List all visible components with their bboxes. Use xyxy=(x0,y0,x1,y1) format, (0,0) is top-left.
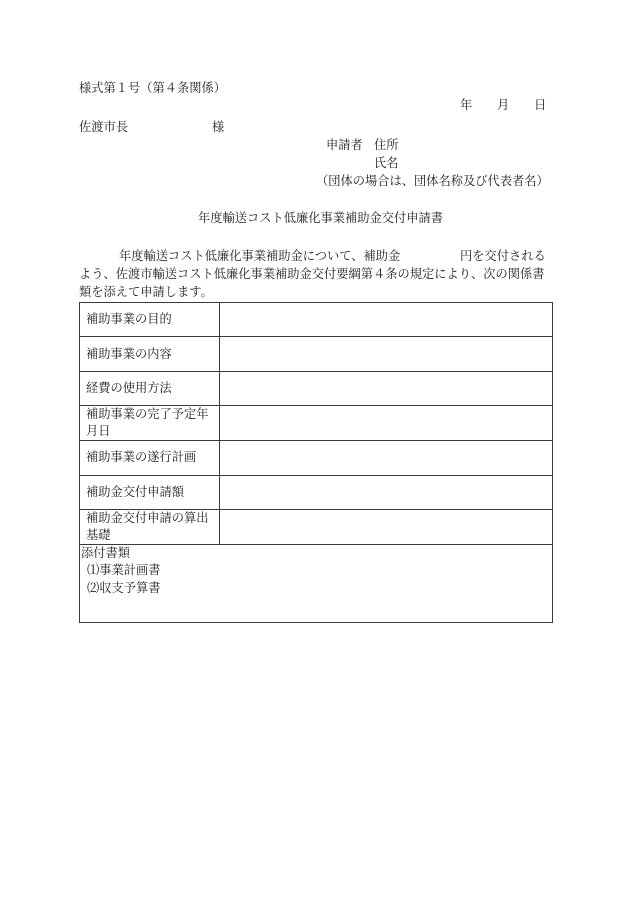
table-row xyxy=(80,303,553,337)
row-value-cell xyxy=(220,441,553,475)
attachments-cell xyxy=(80,544,553,622)
row-label: 補助金交付申請額 xyxy=(80,475,220,509)
row-value-cell xyxy=(220,371,553,405)
document-title: 年度輸送コスト低廉化事業補助金交付申請書 xyxy=(198,211,443,225)
row-label: 補助事業の遂行計画 xyxy=(80,441,220,475)
row-label: 補助金交付申請の算出基礎 xyxy=(80,509,220,544)
applicant-address-label: 住所 xyxy=(374,138,399,152)
row-label: 補助事業の目的 xyxy=(80,303,220,337)
row-value-cell xyxy=(220,303,553,337)
row-label: 経費の使用方法 xyxy=(80,371,220,405)
table-row xyxy=(80,337,553,371)
row-value-cell xyxy=(220,406,553,441)
form-number: 様式第１号（第４条関係） xyxy=(79,81,226,95)
table-row xyxy=(80,371,553,405)
attachment-item: ⑵収支予算書 xyxy=(87,580,161,595)
attachments-label: 添付書類 xyxy=(81,545,130,560)
date-day-label: 日 xyxy=(534,98,547,112)
applicant-note: （団体の場合は、団体名称及び代表者名） xyxy=(316,174,549,188)
addressee-honorific: 様 xyxy=(212,120,225,134)
addressee-name: 佐渡市長 xyxy=(79,120,128,134)
table-row xyxy=(80,441,553,475)
table-row xyxy=(80,475,553,509)
row-label: 補助事業の完了予定年月日 xyxy=(80,406,220,441)
row-value-cell xyxy=(220,475,553,509)
applicant-name-label: 氏名 xyxy=(374,156,399,170)
table-row xyxy=(80,406,553,441)
body-line-2: よう、佐渡市輸送コスト低廉化事業補助金交付要綱第４条の規定により、次の関係書 xyxy=(79,267,545,281)
row-value-cell xyxy=(220,509,553,544)
attachments-row xyxy=(80,544,553,622)
body-line-3: 類を添えて申請します。 xyxy=(79,285,213,299)
application-table xyxy=(79,302,553,623)
date-month-label: 月 xyxy=(497,98,510,112)
body-line-1-after: 円を交付される xyxy=(460,249,546,263)
attachment-item: ⑴事業計画書 xyxy=(87,563,161,578)
row-value-cell xyxy=(220,337,553,371)
table-row xyxy=(80,509,553,544)
body-line-1-before: 年度輸送コスト低廉化事業補助金について、補助金 xyxy=(119,249,401,263)
applicant-label: 申請者 xyxy=(326,138,363,152)
date-year-label: 年 xyxy=(460,98,473,112)
row-label: 補助事業の内容 xyxy=(80,337,220,371)
